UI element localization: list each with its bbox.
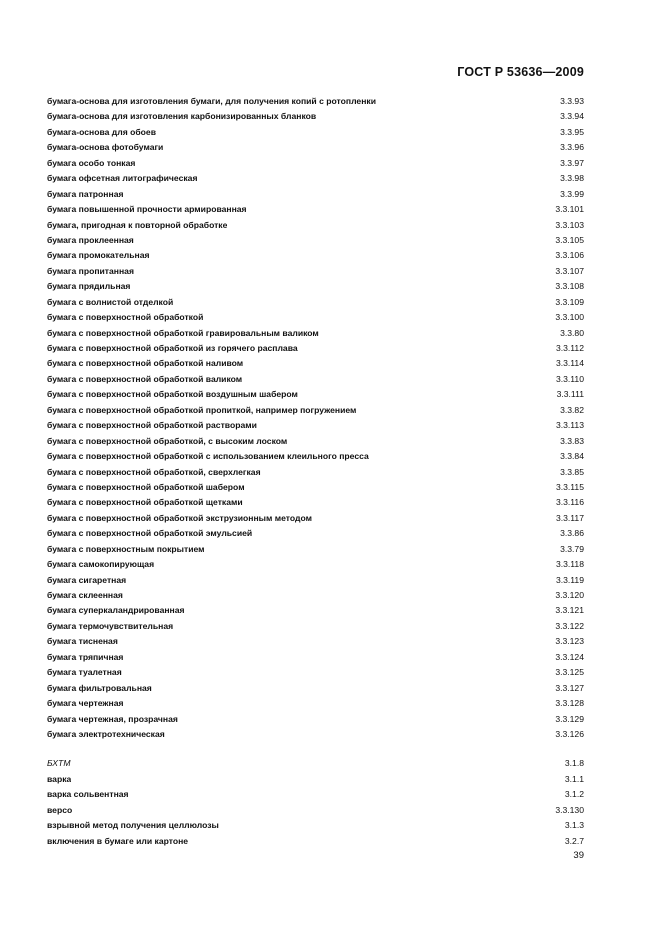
index-reference: 3.3.129 xyxy=(555,713,584,724)
index-term: бумага самокопирующая xyxy=(47,559,155,570)
index-reference: 3.3.114 xyxy=(555,358,584,369)
index-entry xyxy=(47,696,584,711)
index-reference: 3.3.106 xyxy=(555,250,584,261)
index-reference: 3.3.117 xyxy=(555,512,584,523)
index-reference: 3.3.119 xyxy=(555,574,584,585)
index-entry xyxy=(47,526,584,541)
index-term: бумага офсетная литографическая xyxy=(47,173,198,184)
index-entry xyxy=(47,772,584,787)
index-reference: 3.3.116 xyxy=(555,497,584,508)
index-reference: 3.3.127 xyxy=(555,682,584,693)
index-reference: 3.3.120 xyxy=(555,590,584,600)
index-term: бумага туалетная xyxy=(47,667,122,678)
index-term: бумага с поверхностной обработкой валиком xyxy=(47,373,243,384)
index-entry xyxy=(47,465,584,480)
index-reference: 3.3.123 xyxy=(555,636,584,647)
document-header: ГОСТ Р 53636—2009 xyxy=(457,65,584,79)
index-term: бумага с поверхностной обработкой гравировальным валиком xyxy=(47,327,319,338)
index-entry xyxy=(47,665,584,680)
index-term: бумага с поверхностной обработкой шабером xyxy=(47,481,245,492)
index-reference: 3.3.112 xyxy=(555,343,584,353)
index-term: бумага особо тонкая xyxy=(47,157,136,168)
index-reference: 3.3.80 xyxy=(560,327,584,338)
index-reference: 3.3.82 xyxy=(560,404,584,415)
index-term: варка сольвентная xyxy=(47,789,129,800)
index-reference: 3.1.8 xyxy=(564,758,584,769)
index-term: бумага с поверхностной обработкой, с высоким лоском xyxy=(47,435,288,446)
index-reference: 3.1.1 xyxy=(564,773,584,784)
page-number: 39 xyxy=(573,850,584,861)
index-reference: 3.3.130 xyxy=(555,804,584,815)
index-entry xyxy=(47,372,584,387)
index-entry xyxy=(47,449,584,464)
index-entry xyxy=(47,756,584,771)
index-term: бумага, пригодная к повторной обработке xyxy=(47,219,228,230)
index-entry xyxy=(47,125,584,140)
index-entry xyxy=(47,480,584,495)
index-term: бумага-основа для изготовления карбонизированных бланков xyxy=(47,111,317,122)
index-term: включения в бумаге или картоне xyxy=(47,835,189,846)
index-reference: 3.3.79 xyxy=(560,543,584,554)
index-reference: 3.3.128 xyxy=(555,698,584,709)
index-entry xyxy=(47,233,584,248)
index-entry xyxy=(47,434,584,449)
index-entry xyxy=(47,171,584,186)
index-entry xyxy=(47,109,584,124)
index-reference: 3.3.108 xyxy=(555,281,584,292)
index-term: бумага с поверхностной обработкой наливом xyxy=(47,358,244,369)
index-reference: 3.3.109 xyxy=(555,296,584,307)
index-entry xyxy=(47,650,584,665)
index-reference: 3.1.3 xyxy=(564,820,584,831)
index-reference: 3.3.100 xyxy=(555,312,584,323)
index-term: бумага тряпичная xyxy=(47,651,124,662)
index-reference: 3.3.101 xyxy=(555,204,584,215)
index-term: бумага чертежная xyxy=(47,698,124,709)
index-reference: 3.3.99 xyxy=(560,188,584,199)
index-entry xyxy=(47,187,584,202)
index-entry xyxy=(47,218,584,233)
term-index xyxy=(47,94,584,849)
index-term: бумага с поверхностным покрытием xyxy=(47,543,205,554)
index-term: бумага термочувствительная xyxy=(47,620,174,631)
index-reference: 3.3.97 xyxy=(560,157,584,168)
index-term: бумага прядильная xyxy=(47,281,131,292)
index-entry xyxy=(47,619,584,634)
index-term: взрывной метод получения целлюлозы xyxy=(47,820,219,831)
index-term: бумага-основа для обоев xyxy=(47,126,156,137)
index-term: бумага с поверхностной обработкой пропиткой, например погружением xyxy=(47,404,357,415)
index-term: версо xyxy=(47,804,73,815)
index-term: варка xyxy=(47,773,72,784)
index-term: бумага суперкаландрированная xyxy=(47,605,185,616)
index-reference: 3.3.103 xyxy=(555,219,584,230)
index-term: бумага с поверхностной обработкой, сверхлегкая xyxy=(47,466,261,477)
index-entry xyxy=(47,712,584,727)
index-term: бумага тисненая xyxy=(47,636,118,647)
index-term: бумага с поверхностной обработкой из горячего расплава xyxy=(47,343,298,353)
index-reference: 3.3.105 xyxy=(555,234,584,245)
index-reference: 3.3.95 xyxy=(560,126,584,137)
index-reference: 3.3.115 xyxy=(555,481,584,492)
index-entry xyxy=(47,542,584,557)
index-reference: 3.3.93 xyxy=(560,96,584,106)
index-entry xyxy=(47,326,584,341)
group-separator xyxy=(47,742,584,756)
index-entry xyxy=(47,681,584,696)
index-reference: 3.3.126 xyxy=(555,728,584,739)
index-entry xyxy=(47,573,584,588)
index-term: бумага повышенной прочности армированная xyxy=(47,204,247,215)
index-reference: 3.3.111 xyxy=(556,389,584,400)
index-entry xyxy=(47,803,584,818)
index-reference: 3.3.110 xyxy=(555,373,584,384)
index-term: бумага пропитанная xyxy=(47,265,134,276)
index-group-paper xyxy=(47,94,584,742)
index-reference: 3.3.118 xyxy=(555,559,584,570)
index-entry xyxy=(47,264,584,279)
index-entry xyxy=(47,94,584,109)
index-term: бумага патронная xyxy=(47,188,124,199)
index-entry xyxy=(47,387,584,402)
index-entry xyxy=(47,588,584,603)
index-reference: 3.3.124 xyxy=(555,651,584,662)
index-reference: 3.3.94 xyxy=(560,111,584,122)
index-reference: 3.3.96 xyxy=(560,142,584,153)
index-term: бумага с поверхностной обработкой щетками xyxy=(47,497,243,508)
index-term: бумага чертежная, прозрачная xyxy=(47,713,178,724)
index-term: бумага с поверхностной обработкой растворами xyxy=(47,420,257,431)
index-entry xyxy=(47,834,584,849)
index-term: бумага с поверхностной обработкой xyxy=(47,312,204,323)
index-entry xyxy=(47,603,584,618)
index-term: бумага с поверхностной обработкой экструзионным методом xyxy=(47,512,312,523)
index-term: бумага проклеенная xyxy=(47,234,134,245)
index-term: бумага с поверхностной обработкой эмульсией xyxy=(47,528,253,539)
index-term: бумага с поверхностной обработкой воздушным шабером xyxy=(47,389,298,400)
index-reference: 3.3.98 xyxy=(560,173,584,184)
index-entry xyxy=(47,511,584,526)
index-entry xyxy=(47,248,584,263)
index-entry xyxy=(47,310,584,325)
index-reference: 3.3.84 xyxy=(560,451,584,462)
index-reference: 3.2.7 xyxy=(564,835,584,846)
index-term: БХТМ xyxy=(47,758,71,769)
index-term: бумага с поверхностной обработкой с использованием клеильного пресса xyxy=(47,451,369,462)
index-reference: 3.3.121 xyxy=(555,605,584,616)
index-reference: 3.3.83 xyxy=(560,435,584,446)
index-entry xyxy=(47,727,584,742)
index-reference: 3.3.125 xyxy=(555,667,584,678)
index-entry xyxy=(47,818,584,833)
index-reference: 3.3.122 xyxy=(555,620,584,631)
index-entry xyxy=(47,341,584,356)
index-entry xyxy=(47,156,584,171)
index-entry xyxy=(47,418,584,433)
index-term: бумага электротехническая xyxy=(47,728,165,739)
index-entry xyxy=(47,634,584,649)
index-entry xyxy=(47,787,584,802)
index-entry xyxy=(47,279,584,294)
index-term: бумага фильтровальная xyxy=(47,682,152,693)
index-reference: 3.3.113 xyxy=(555,420,584,431)
index-reference: 3.3.86 xyxy=(560,528,584,539)
index-reference: 3.1.2 xyxy=(564,789,584,800)
index-reference: 3.3.85 xyxy=(560,466,584,477)
index-term: бумага промокательная xyxy=(47,250,150,261)
index-group-b-v xyxy=(47,756,584,849)
index-entry xyxy=(47,295,584,310)
index-entry xyxy=(47,557,584,572)
index-term: бумага склеенная xyxy=(47,590,123,600)
index-term: бумага с волнистой отделкой xyxy=(47,296,174,307)
index-entry xyxy=(47,356,584,371)
index-reference: 3.3.107 xyxy=(555,265,584,276)
index-entry xyxy=(47,202,584,217)
index-term: бумага-основа фотобумаги xyxy=(47,142,164,153)
index-entry xyxy=(47,495,584,510)
index-entry xyxy=(47,140,584,155)
index-entry xyxy=(47,403,584,418)
index-term: бумага сигаретная xyxy=(47,574,127,585)
index-term: бумага-основа для изготовления бумаги, для получения копий с ротопленки xyxy=(47,96,376,106)
